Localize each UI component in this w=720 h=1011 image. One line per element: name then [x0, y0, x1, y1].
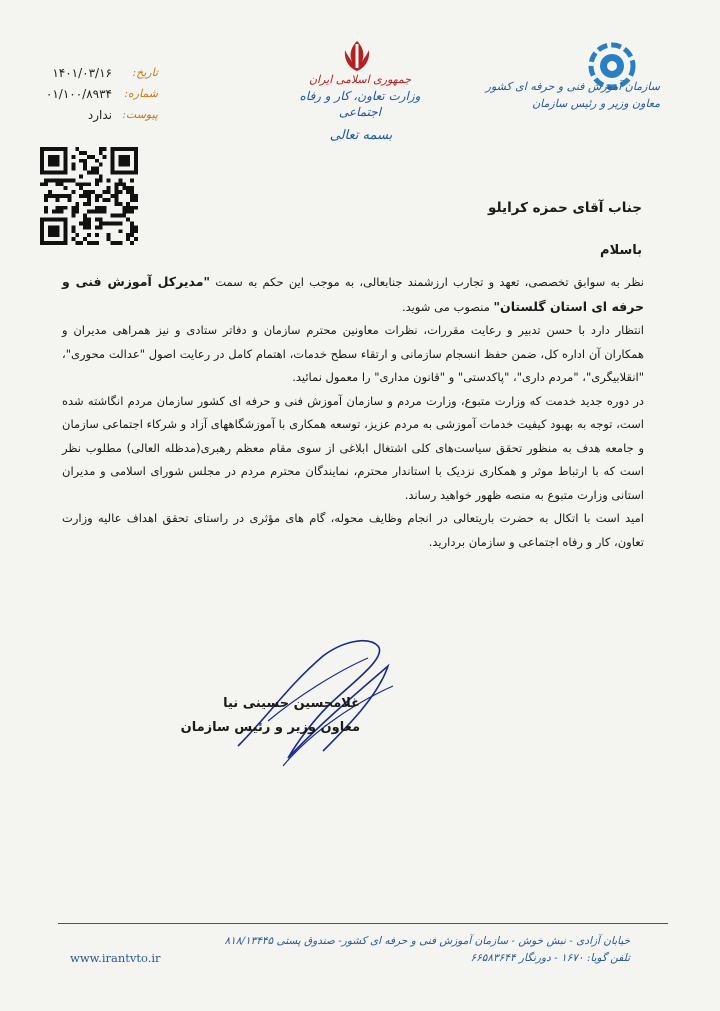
meta-number-label: شماره: [124, 87, 158, 100]
meta-attachment-row [28, 104, 158, 125]
bismillah-heading: بسمه تعالی [329, 128, 393, 143]
salutation: باسلام [600, 243, 642, 258]
paragraph-expectations: انتظار دارد با حسن تدبیر و رعایت مقررات، نظرات معاونین محترم سازمان و دفاتر ستادی و نیز همراهی مدیران و همکاران آن اداره کل، ضمن حفظ انسجام سازمانی و ارتقاء سطح خدمات، اهتمام کامل در رعایت اصول "عدالت محوری"، "انقلابیگری"، "مردم داری"، "پاکدستی" و "قانون مداری" را معمول نمائید. [62, 323, 644, 384]
meta-attachment-label: پیوست: [122, 108, 158, 121]
paragraph-closing: امید است با اتکال به حضرت باریتعالی در انجام وظایف محوله، گام های مؤثری در راستای تحقق اهداف عالیه وزارت تعاون، کار و رفاه اجتماعی و سازمان بردارید. [62, 511, 644, 549]
republic-line: جمهوری اسلامی ایران [308, 73, 412, 86]
qr-code-icon [40, 147, 138, 245]
letter-body [62, 270, 644, 554]
signer-title: معاون وزیر و رئیس سازمان [180, 720, 360, 735]
paragraph-service: در دوره جدید خدمت که وزارت متبوع، وزارت مردم و سازمان آموزش فنی و حرفه ای کشور سازمان مردم انگاشته شده است، توجه به بهبود کیفیت خدمات آموزشی به مردم عزیز، توسعه همکاری با آموزشگاههای آزاد و شرکاء اجتماعی سازمان و جامعه هدف به منظور تحقق سیاست‌های کلی اشتغال ابلاغی از سوی مقام معظم رهبری(مدظله العالی) مطلوب نظر است که با ارتباط موثر و همکاری نزدیک با استاندار محترم، نمایندگان محترم مردم در مجلس شورای اسلامی و مدیران استانی وزارت متبوع به منصه ظهور خواهید رساند. [62, 393, 644, 502]
letter-footer [70, 933, 630, 967]
ministry-name [290, 72, 430, 120]
footer-website-link[interactable]: www.irantvto.ir [70, 951, 161, 965]
iran-emblem-icon [340, 38, 374, 74]
meta-date-row [28, 62, 158, 83]
footer-divider [58, 923, 668, 924]
org-title-line: معاون وزیر و رئیس سازمان [532, 97, 660, 110]
org-name-line: سازمان آموزش فنی و حرفه ای کشور [485, 80, 660, 93]
paragraph-appointment-text: نظر به سوابق تخصصی، تعهد و تجارب ارزشمند جنابعالی، به موجب این حکم به سمت [215, 275, 645, 289]
ministry-line: وزارت تعاون، کار و رفاه اجتماعی [299, 89, 421, 119]
paragraph-appointment-end: منصوب می شوید. [401, 299, 490, 314]
meta-attachment-value: ندارد [87, 107, 112, 122]
addressee: جناب آقای حمزه کرایلو [488, 200, 642, 216]
footer-address: خیابان آزادی - نبش خوش - سازمان آموزش فنی و حرفه ای کشور- صندوق پستی ۸۱۸/۱۳۴۴۵ [224, 935, 630, 947]
appointment-position: "مدیرکل آموزش فنی و حرفه ای استان گلستان" [62, 274, 644, 314]
meta-number-row [28, 83, 158, 104]
organization-name [485, 78, 660, 112]
meta-date-label: تاریخ: [132, 66, 158, 79]
footer-phone: تلفن گویا: ۱۶۷۰ - دورنگار ۶۶۵۸۳۶۴۴ [470, 952, 630, 964]
signer-block [180, 692, 360, 740]
meta-date-value: ۱۴۰۱/۰۳/۱۶ [52, 65, 112, 80]
letter-meta [28, 62, 158, 125]
signer-name: غلامحسین حسینی نیا [223, 696, 360, 711]
paragraph-appointment [62, 270, 644, 319]
meta-number-value: ۰۱/۱۰۰/۸۹۳۴ [45, 86, 112, 101]
